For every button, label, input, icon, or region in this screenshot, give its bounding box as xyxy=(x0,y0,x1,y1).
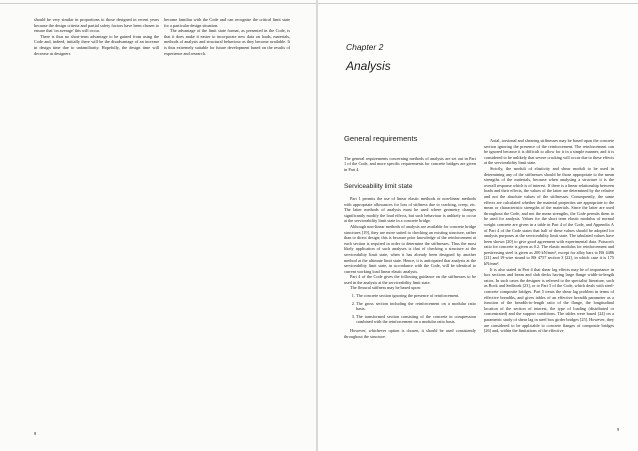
paragraph: Although non-linear methods of analysis are available for concrete bridge structures [19], they are more suited to checking an existing structure, rather than to direct design; this is because prior knowledge of the reinforcement at each section is required in order to determine the stiffnesses. Thus the most likely application of such analyses is that of checking a structure at the serviceability limit state, when it has already been designed by another method at the ultimate limit state. Hence, it is anticipated that analysis at the serviceability limit state, in accordance with the Code, will be identical to current working load linear elastic analysis. xyxy=(344,223,476,274)
paragraph: Axial, torsional and shearing stiffnesses may be based upon the concrete section ignoring the presence of the reinforcement. The reinforcement can be ignored because it is difficult to allow for it in a simple manner, and it is considered to be unlikely that severe cracking will occur due to these effects at the serviceability limit state. xyxy=(484,138,614,166)
paragraph: However, whichever option is chosen, it should be used consistently throughout the structure. xyxy=(344,328,476,339)
paragraph: It is also stated in Part 4 that shear lag effects may be of importance in box sections and beam and slab decks having large flange width-to-length ratios. In such cases the designer is referred to the specialist literature, such as Rock and Sedlacek [23], or to Part 5 of the Code, which deals with steel-concrete composite bridges. Part 5 treats the shear lag problem in terms of effective breadths, and gives tables of an effective breadth parameter as a function of the breadth-to-length ratio of the flange, the longitudinal location of the section of interest, the type of loading (distributed or concentrated) and the support conditions. The tables were based [24] on a parametric study of shear lag in steel box girder bridges [25]. However, they are considered to be applicable to concrete flanges of composite bridges [26] and, within the limitations of the effective xyxy=(484,266,614,334)
top-rule xyxy=(318,3,638,4)
left-page xyxy=(0,0,318,451)
list-item: 3. The transformed section consisting of the concrete in compression combined with the reinforcement on a modular ratio basis. xyxy=(356,314,476,325)
left-column-2 xyxy=(164,17,290,56)
left-column-1 xyxy=(34,17,159,56)
paragraph: There is thus no short-term advantage to be gained from using the Code and, indeed, initially there will be the disadvantage of an increase in design time due to unfamiliarity. Hopefully, the design time will decrease as designers xyxy=(34,33,159,56)
top-rule xyxy=(0,3,318,4)
list-item: 2. The gross section including the reinforcement on a modular ratio basis. xyxy=(356,301,476,312)
paragraph: should be very similar in proportions to those designed in recent years because the design criteria and partial safety factors have been chosen to ensure that 'on average' this will occur. xyxy=(34,17,159,34)
paragraph: The general requirements concerning methods of analysis are set out in Part 1 of the Code, and more specific requirements for concrete bridges are given in Part 4. xyxy=(344,155,476,172)
page-number-left: 8 xyxy=(34,431,37,436)
right-column-1 xyxy=(344,136,476,339)
chapter-title: Analysis xyxy=(346,59,391,73)
section-heading-general: General requirements xyxy=(344,134,418,143)
paragraph: Part 1 permits the use of linear elastic methods or non-linear methods with appropriate allowances for loss of stiffness due to cracking, creep, etc. The latter methods of analysis must be used where geometry changes significantly modify the load effects, but such behaviour is unlikely to occur at the serviceability limit state in a concrete bridge. xyxy=(344,195,476,224)
chapter-label: Chapter 2 xyxy=(346,42,384,52)
stiffness-options-list xyxy=(344,293,476,325)
paragraph: Part 4 of the Code gives the following guidance on the stiffnesses to be used in the analysis at the serviceability limit state. xyxy=(344,274,476,285)
paragraph: The advantage of the limit state format, as presented in the Code, is that it does make it easier to incorporate new data on loads, materials, methods of analysis and structural behaviour as they become available. It is thus extremely suitable for future development based on the results of experience and research. xyxy=(164,28,290,56)
list-item: 1. The concrete section ignoring the presence of reinforcement. xyxy=(356,293,476,299)
paragraph: The flexural stiffness may be based upon: xyxy=(350,285,421,291)
right-column-2 xyxy=(484,138,614,334)
page-number-right: 9 xyxy=(617,427,620,432)
paragraph: become familiar with the Code and can recognise the critical limit state for a particular design situation. xyxy=(164,17,290,28)
paragraph: Strictly, the moduli of elasticity and shear moduli to be used in determining any of the stiffnesses should be those appropriate to the mean strengths of the materials, because when analysing a structure it is the overall response which is of interest. If there is a linear relationship between loads and their effects, the values of the latter are determined by the relative and not the absolute values of the stiffnesses. Consequently, the same effects are calculated whether the material properties are appropriate to the mean or characteristic strengths of the materials. Since the latter are used throughout the Code, and not the mean strengths, the Code permits them to be used for analysis. Values for the short term elastic modulus of normal weight concrete are given in a table in Part 4 of the Code, and Appendix A of Part 4 of the Code states that half of these values should be adopted for analysis purposes at the serviceability limit state. The tabulated values have been shown [20] to give good agreement with experimental data. Poisson's ratio for concrete is given as 0.2. The elastic modulus for reinforcement and prestressing steel is given as 200 kN/mm², except for alloy bars to BS 4486 [21] and 19-wire strand to BS 4757 section 3 [22], in which case it is 175 kN/mm². xyxy=(484,165,614,267)
section-heading-serviceability: Serviceability limit state xyxy=(344,183,413,191)
